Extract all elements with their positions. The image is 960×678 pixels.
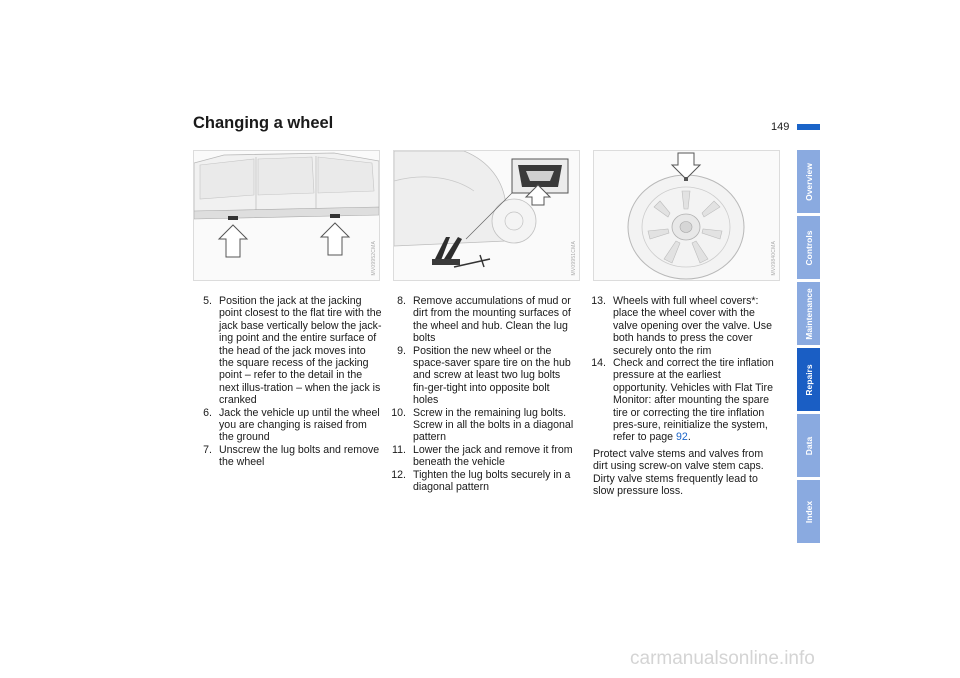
step-number: 9. xyxy=(397,344,406,357)
step-text: Wheels with full wheel covers*: place the wheel cover with the valve opening over the valve. Use both hands to press the cover securely onto the rim xyxy=(613,295,772,357)
step-text: Position the jack at the jacking point closest to the flat tire with the jack base vertically below the jack-ing point and the entire surface of the head of the jack moves into the square recess of the jacking point – refer to the detail in the next illus-tration – when the jack is cranked xyxy=(219,295,382,407)
note-paragraph: Protect valve stems and valves from dirt using screw-on valve stem caps. Dirty valve stems frequently lead to slow pressure loss. xyxy=(593,447,764,498)
list-item xyxy=(387,407,577,444)
step-number: 7. xyxy=(203,443,212,456)
figure-wheel-cover xyxy=(593,150,780,281)
tab-index[interactable] xyxy=(797,480,820,543)
list-item xyxy=(587,295,777,357)
page-number: 149 xyxy=(771,121,790,133)
wheel-cover-valve-illustration xyxy=(594,151,779,280)
step-text xyxy=(613,357,777,444)
step-number: 13. xyxy=(591,295,606,307)
tab-label: Index xyxy=(803,500,814,523)
tab-label: Data xyxy=(803,436,814,455)
step-text: Remove accumulations of mud or dirt from the mounting surfaces of the wheel and hub. Clean the lug bolts xyxy=(413,295,571,345)
step-text: Tighten the lug bolts securely in a diagonal pattern xyxy=(413,468,571,494)
figure-code: MV09951CMA xyxy=(571,241,577,276)
tab-label: Maintenance xyxy=(803,287,814,340)
tab-overview[interactable] xyxy=(797,150,820,213)
step-text: Position the new wheel or the space-saver spare tire on the hub and screw at least two lug bolts fin-ger-tight into opposite bolt holes xyxy=(413,344,571,407)
step-number: 10. xyxy=(391,406,406,419)
figure-code: MV09840CMA xyxy=(771,241,777,276)
section-tabs xyxy=(797,150,820,546)
step-text: Unscrew the lug bolts and remove the wheel xyxy=(219,443,380,469)
step-number: 12. xyxy=(391,468,406,481)
step-number: 5. xyxy=(203,295,212,307)
list-item xyxy=(193,407,383,444)
figure-car-jacking-points xyxy=(193,150,380,281)
tab-maintenance[interactable] xyxy=(797,282,820,345)
step-number: 14. xyxy=(591,357,606,370)
step-text-part: Check and correct the tire inflation pressure at the earliest opportunity. Vehicles with Flat Tire Monitor: after mounting the spare tire or correcting the tire inflation pres-sure, reinitialize the system, refer to page xyxy=(613,357,774,444)
tab-label: Controls xyxy=(803,230,814,265)
car-side-jacking-points-illustration xyxy=(194,151,379,280)
step-number: 6. xyxy=(203,406,212,419)
page-title: Changing a wheel xyxy=(193,114,334,132)
step-text: Jack the vehicle up until the wheel you are changing is raised from the ground xyxy=(219,406,380,444)
figure-jack-spare-well xyxy=(393,150,580,281)
text-column-3 xyxy=(587,295,777,498)
list-item xyxy=(387,444,577,469)
list-item xyxy=(587,357,777,444)
page-reference-link[interactable]: 92 xyxy=(676,431,688,444)
figure-code: MV09952CMA xyxy=(371,241,377,276)
tab-label: Overview xyxy=(803,162,814,201)
tab-repairs[interactable] xyxy=(797,348,820,411)
list-item xyxy=(387,345,577,407)
step-text-part: . xyxy=(687,431,691,444)
list-item xyxy=(193,444,383,469)
text-column-2 xyxy=(387,295,577,494)
text-column-1 xyxy=(193,295,383,469)
jack-and-spare-wheel-well-illustration xyxy=(394,151,579,280)
step-text: Lower the jack and remove it from beneath the vehicle xyxy=(413,443,573,469)
page-number-bar xyxy=(797,124,820,130)
step-number: 8. xyxy=(397,295,406,307)
step-text: Screw in the remaining lug bolts. Screw in all the bolts in a diagonal pattern xyxy=(413,406,574,444)
tab-label: Repairs xyxy=(803,363,814,396)
footer-watermark: carmanualsonline.info xyxy=(630,648,815,669)
list-item xyxy=(193,295,383,407)
tab-controls[interactable] xyxy=(797,216,820,279)
tab-data[interactable] xyxy=(797,414,820,477)
list-item xyxy=(387,295,577,345)
step-number: 11. xyxy=(392,443,406,456)
list-item xyxy=(387,469,577,494)
